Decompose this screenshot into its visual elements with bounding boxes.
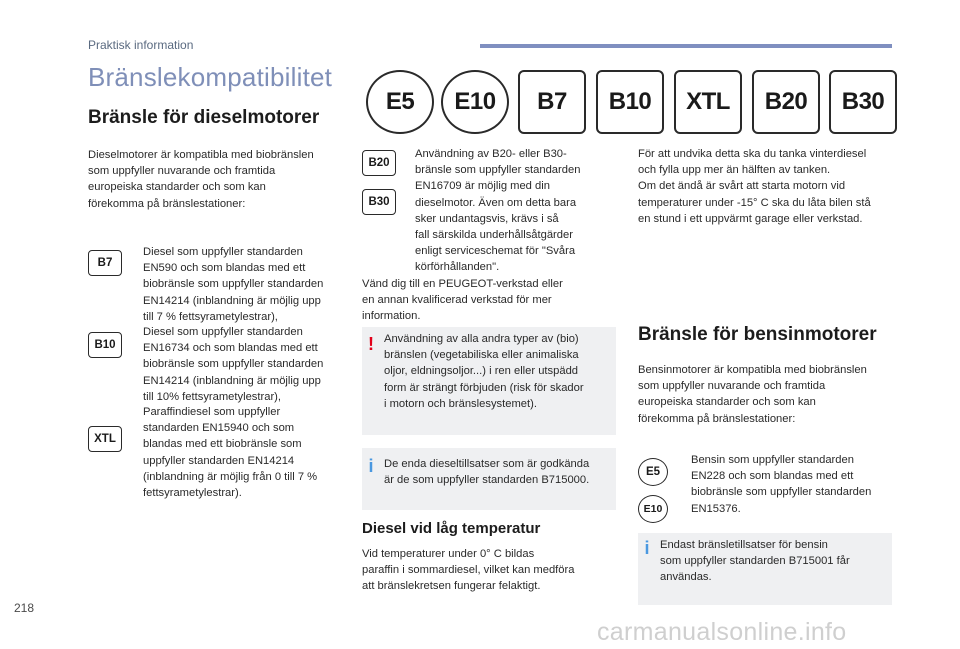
badge-b7-large: B7 <box>518 70 586 134</box>
diesel-intro: Dieselmotorer är kompatibla med biobränslen som uppfyller nuvarande och framtida europeiska standarder och som kan förekomma på bränslestationer: <box>88 149 314 210</box>
page-title: Bränslekompatibilitet <box>88 62 333 92</box>
diesel-b10-text: Diesel som uppfyller standarden EN16734 och som blandas med ett biobränsle som uppfyller standarden EN14214 (inblandning är möjlig upp till 10% fettsyrametylestrar), <box>143 326 324 403</box>
badge-b7: B7 <box>88 250 122 276</box>
diesel-additive-note-text: De enda dieseltillsatser som är godkända är de som uppfyller standarden B715000. <box>384 458 590 487</box>
low-temp-title: Diesel vid låg temperatur <box>362 520 541 537</box>
diesel-section-title: Bränsle för dieselmotorer <box>88 107 320 128</box>
exclamation-icon: ! <box>368 334 374 354</box>
petrol-intro: Bensinmotorer är kompatibla med biobränslen som uppfyller nuvarande och framtida europeiska standarder och som kan förekomma på bränslestationer: <box>638 364 867 425</box>
badge-xtl: XTL <box>88 426 122 452</box>
badge-xtl-large: XTL <box>674 70 742 134</box>
info-icon: i <box>644 538 650 558</box>
diesel-b7-text: Diesel som uppfyller standarden EN590 och som blandas med ett biobränsle som uppfyller standarden EN14214 (inblandning är möjlig upp till 7 % fettsyrametylestrar), <box>143 246 324 323</box>
warning-note-text: Användning av alla andra typer av (bio) bränslen (vegetabiliska eller animaliska oljor, eldningsoljor...) i ren eller utspädd form är strängt förbjuden (risk för skador i motorn och bränslesystemet). <box>384 333 584 410</box>
petrol-e5-e10-text: Bensin som uppfyller standarden EN228 och som blandas med ett biobränsle som uppfyller standarden EN15376. <box>691 454 872 515</box>
badge-e5-large: E5 <box>366 70 434 134</box>
badge-e10-large: E10 <box>441 70 509 134</box>
badge-e5: E5 <box>638 458 668 486</box>
diesel-additive-note <box>362 448 616 510</box>
low-temp-text: Vid temperaturer under 0° C bildas paraffin i sommardiesel, vilket kan medföra att bränslekretsen fungerar felaktigt. <box>362 548 575 593</box>
warning-note <box>362 327 616 435</box>
diesel-xtl-text: Paraffindiesel som uppfyller standarden EN15940 och som blandas med ett biobränsle som uppfyller standarden EN14214 (inblandning är möjlig från 0 till 7 % fettsyrametylestrar). <box>143 406 318 500</box>
badge-b30: B30 <box>362 189 396 215</box>
workshop-text: Vänd dig till en PEUGEOT-verkstad eller en annan kvalificerad verkstad för mer information. <box>362 278 563 323</box>
badge-b30-large: B30 <box>829 70 897 134</box>
petrol-section-title: Bränsle för bensinmotorer <box>638 324 877 345</box>
petrol-additive-note <box>638 533 892 605</box>
header-accent-bar <box>480 44 892 48</box>
badge-b20: B20 <box>362 150 396 176</box>
badge-b10: B10 <box>88 332 122 358</box>
running-header: Praktisk information <box>88 38 194 52</box>
badge-b10-large: B10 <box>596 70 664 134</box>
badge-b20-large: B20 <box>752 70 820 134</box>
watermark: carmanualsonline.info <box>597 618 847 646</box>
b20-b30-text: Användning av B20- eller B30- bränsle som uppfyller standarden EN16709 är möjlig med din dieselmotor. Även om detta bara sker undantagsvis, krävs i så fall särskilda underhållsåtgärder enligt serviceschemat för "Svåra körförhållanden". <box>415 148 581 274</box>
page-number: 218 <box>14 601 35 615</box>
info-icon: i <box>368 456 374 476</box>
low-temp-advice: För att undvika detta ska du tanka vinterdiesel och fylla upp mer än hälften av tanken. Om det ändå är svårt att starta motorn vid temperaturer under -15° C ska du låta bilen stå en stund i ett uppvärmt garage eller verkstad. <box>638 148 871 225</box>
badge-e10: E10 <box>638 495 668 523</box>
petrol-additive-note-text: Endast bränsletillsatser för bensin som uppfyller standarden B715001 får användas. <box>660 539 850 584</box>
